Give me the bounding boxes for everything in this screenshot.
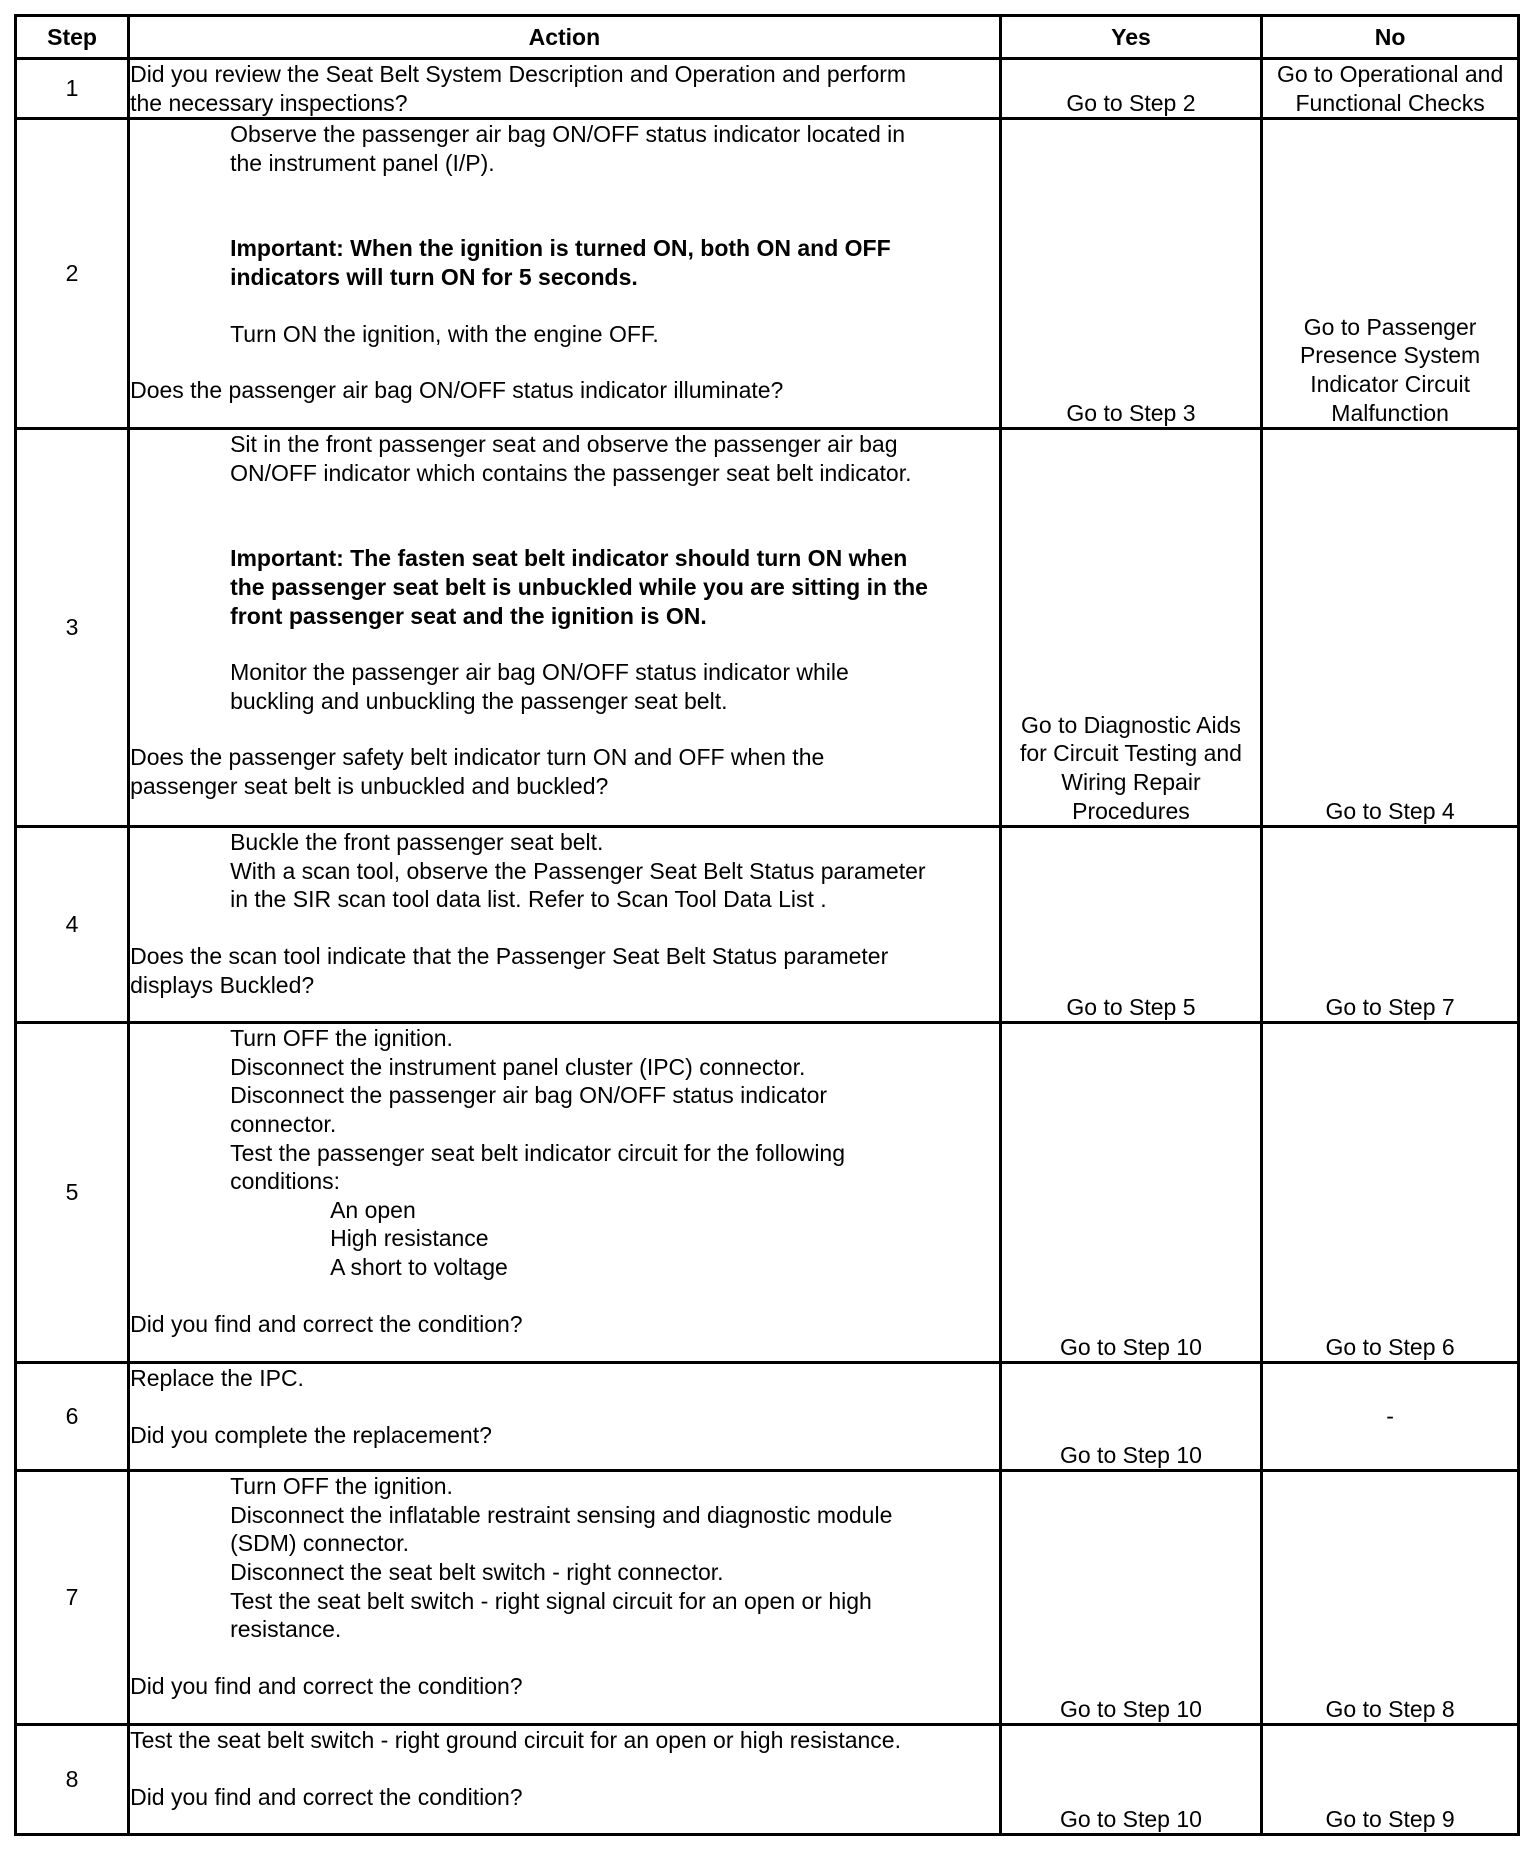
no-cell: Go to Step 8 <box>1262 1471 1519 1725</box>
action-text: Observe the passenger air bag ON/OFF status indicator located in <box>230 121 906 148</box>
table-row <box>16 1023 1519 1363</box>
question-text: displays Buckled? <box>130 971 315 998</box>
yes-cell: Go to Step 3 <box>1000 119 1261 429</box>
table-row <box>16 827 1519 1023</box>
step-number: 7 <box>16 1471 129 1725</box>
step-number: 2 <box>16 119 129 429</box>
action-text: Monitor the passenger air bag ON/OFF status indicator while <box>230 659 849 686</box>
important-note: indicators will turn ON for 5 seconds. <box>230 263 638 290</box>
header-yes: Yes <box>1000 16 1261 59</box>
step-number: 8 <box>16 1725 129 1835</box>
no-text: Malfunction <box>1331 399 1449 426</box>
no-text: Go to Passenger <box>1303 313 1477 340</box>
action-text: Disconnect the seat belt switch - right connector. <box>230 1558 724 1585</box>
table-row <box>16 119 1519 429</box>
yes-text: Wiring Repair <box>1061 769 1201 795</box>
no-cell: Go to Step 7 <box>1262 827 1519 1023</box>
header-row <box>16 16 1519 59</box>
question-text: Does the scan tool indicate that the Passenger Seat Belt Status parameter <box>130 942 889 969</box>
action-text: resistance. <box>230 1616 342 1643</box>
yes-text: for Circuit Testing and <box>1019 740 1242 767</box>
action-cell <box>129 1725 1001 1835</box>
no-text: Functional Checks <box>1295 89 1485 116</box>
question-text: Did you find and correct the condition? <box>130 1783 523 1810</box>
condition-item: High resistance <box>330 1225 489 1252</box>
action-text: in the SIR scan tool data list. Refer to Scan Tool Data List . <box>230 886 827 913</box>
action-text: Replace the IPC. <box>130 1365 304 1392</box>
action-text: With a scan tool, observe the Passenger Seat Belt Status parameter <box>230 857 926 884</box>
action-cell <box>129 1363 1001 1471</box>
table-row <box>16 1725 1519 1835</box>
important-note: the passenger seat belt is unbuckled while you are sitting in the <box>230 573 928 600</box>
action-text: Disconnect the passenger air bag ON/OFF status indicator <box>230 1082 828 1109</box>
no-cell: Go to Step 9 <box>1262 1725 1519 1835</box>
no-text: Presence System <box>1299 342 1481 369</box>
action-text: buckling and unbuckling the passenger seat belt. <box>230 687 728 714</box>
diagnostic-table-container <box>14 14 1520 1836</box>
action-text: Disconnect the inflatable restraint sensing and diagnostic module <box>230 1501 893 1528</box>
action-cell <box>129 119 1001 429</box>
condition-item: An open <box>330 1196 416 1223</box>
action-text: the instrument panel (I/P). <box>230 149 495 176</box>
question-text: Did you find and correct the condition? <box>130 1672 523 1699</box>
table-row <box>16 429 1519 827</box>
header-action: Action <box>129 16 1001 59</box>
action-text: Buckle the front passenger seat belt. <box>230 829 604 856</box>
action-text: Turn OFF the ignition. <box>230 1025 453 1052</box>
action-text: the necessary inspections? <box>130 89 408 116</box>
condition-item: A short to voltage <box>330 1253 508 1280</box>
action-text: connector. <box>230 1110 337 1137</box>
action-text: Turn OFF the ignition. <box>230 1473 453 1500</box>
action-text: conditions: <box>230 1168 341 1195</box>
header-no: No <box>1262 16 1519 59</box>
important-note: Important: When the ignition is turned ON, both ON and OFF <box>230 235 891 262</box>
yes-text: Procedures <box>1072 797 1190 824</box>
important-note: Important: The fasten seat belt indicator should turn ON when <box>230 545 908 572</box>
action-cell <box>129 1471 1001 1725</box>
table-row <box>16 1363 1519 1471</box>
question-text: Did you complete the replacement? <box>130 1421 492 1448</box>
step-number: 3 <box>16 429 129 827</box>
diagnostic-table <box>14 14 1520 1836</box>
yes-cell <box>1000 429 1261 827</box>
no-cell <box>1262 59 1519 119</box>
table-row <box>16 1471 1519 1725</box>
no-cell <box>1262 119 1519 429</box>
yes-cell: Go to Step 5 <box>1000 827 1261 1023</box>
question-text: passenger seat belt is unbuckled and buckled? <box>130 772 609 799</box>
yes-cell: Go to Step 10 <box>1000 1471 1261 1725</box>
no-cell: - <box>1262 1363 1519 1471</box>
action-cell <box>129 429 1001 827</box>
action-text: ON/OFF indicator which contains the passenger seat belt indicator. <box>230 459 912 486</box>
question-text: Does the passenger safety belt indicator turn ON and OFF when the <box>130 744 825 771</box>
header-step: Step <box>16 16 129 59</box>
action-cell <box>129 827 1001 1023</box>
no-cell: Go to Step 6 <box>1262 1023 1519 1363</box>
no-text: Go to Operational and <box>1276 61 1504 87</box>
question-text: Did you find and correct the condition? <box>130 1310 523 1337</box>
important-note: front passenger seat and the ignition is ON. <box>230 602 707 629</box>
yes-cell: Go to Step 2 <box>1000 59 1261 119</box>
yes-cell: Go to Step 10 <box>1000 1023 1261 1363</box>
step-number: 5 <box>16 1023 129 1363</box>
action-cell <box>129 59 1001 119</box>
action-text: Turn ON the ignition, with the engine OFF. <box>230 320 659 347</box>
question-text: Does the passenger air bag ON/OFF status indicator illuminate? <box>130 377 784 404</box>
action-text: Sit in the front passenger seat and observe the passenger air bag <box>230 431 898 458</box>
action-text: Test the seat belt switch - right ground circuit for an open or high resistance. <box>130 1727 901 1754</box>
step-number: 1 <box>16 59 129 119</box>
action-text: (SDM) connector. <box>230 1530 410 1557</box>
yes-cell: Go to Step 10 <box>1000 1363 1261 1471</box>
no-cell: Go to Step 4 <box>1262 429 1519 827</box>
step-number: 4 <box>16 827 129 1023</box>
action-text: Test the seat belt switch - right signal circuit for an open or high <box>230 1587 872 1614</box>
action-cell <box>129 1023 1001 1363</box>
action-text: Disconnect the instrument panel cluster (IPC) connector. <box>230 1053 806 1080</box>
yes-text: Go to Diagnostic Aids <box>1021 711 1241 738</box>
yes-cell: Go to Step 10 <box>1000 1725 1261 1835</box>
action-text: Did you review the Seat Belt System Description and Operation and perform <box>130 61 907 87</box>
table-row <box>16 59 1519 119</box>
no-text: Indicator Circuit <box>1310 371 1470 397</box>
step-number: 6 <box>16 1363 129 1471</box>
action-text: Test the passenger seat belt indicator circuit for the following <box>230 1139 846 1166</box>
